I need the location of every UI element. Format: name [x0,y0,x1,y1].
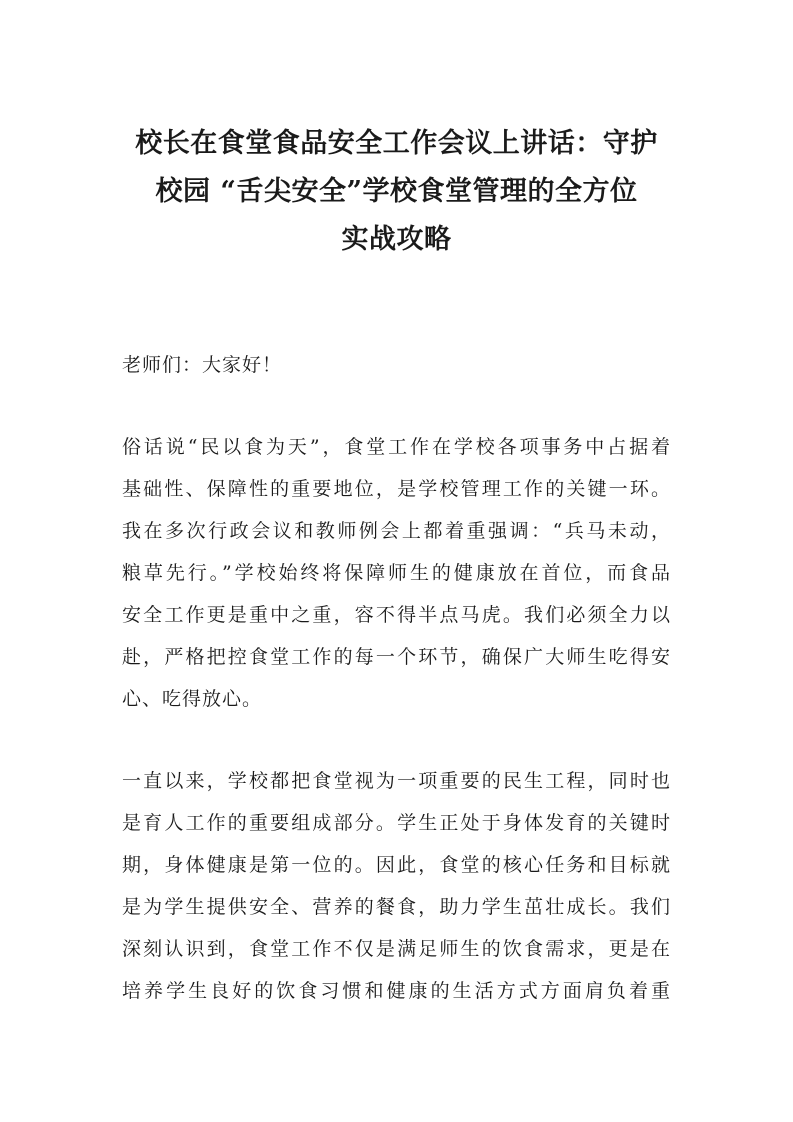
paragraph-line: 一直以来，学校都把食堂视为一项重要的民生工程，同时也 [122,770,671,792]
document-title [122,120,671,264]
paragraph-line: 是为学生提供安全、营养的餐食，助力学生茁壮成长。我们 [122,896,671,918]
paragraph-line: 基础性、保障性的重要地位，是学校管理工作的关键一环。 [122,478,671,500]
paragraph-line: 俗话说“民以食为天”，食堂工作在学校各项事务中占据着 [122,436,671,458]
title-line: 校园 “舌尖安全”学校食堂管理的全方位 [155,176,638,207]
paragraph-line: 心、吃得放心。 [122,688,263,710]
paragraph-line: 赴，严格把控食堂工作的每一个环节，确保广大师生吃得安 [122,646,671,668]
paragraph-line: 我在多次行政会议和教师例会上都着重强调：“兵马未动， [122,520,671,542]
title-line: 实战攻略 [341,224,452,255]
paragraph-2 [122,760,671,1012]
paragraph-1 [122,426,671,720]
paragraph-line: 期，身体健康是第一位的。因此，食堂的核心任务和目标就 [122,854,671,876]
paragraph-line: 是育人工作的重要组成部分。学生正处于身体发育的关键时 [122,812,671,834]
paragraph-line: 深刻认识到，食堂工作不仅是满足师生的饮食需求，更是在 [122,938,671,960]
paragraph-line: 培养学生良好的饮食习惯和健康的生活方式方面肩负着重 [122,980,671,1002]
salutation: 老师们：大家好！ [122,354,283,376]
paragraph-line: 安全工作更是重中之重，容不得半点马虎。我们必须全力以 [122,604,671,626]
paragraph-line: 粮草先行。”学校始终将保障师生的健康放在首位，而食品 [122,562,671,584]
title-line: 校长在食堂食品安全工作会议上讲话：守护 [135,128,658,159]
